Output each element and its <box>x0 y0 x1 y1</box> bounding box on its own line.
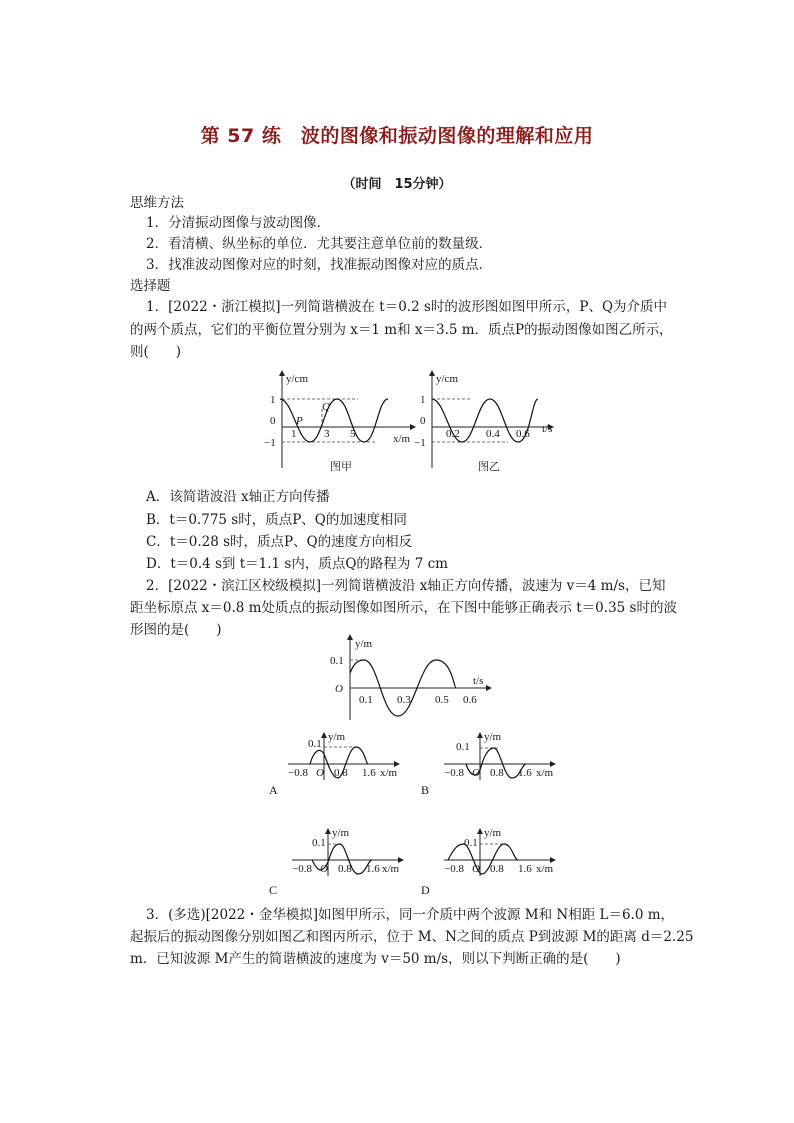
q2-option-a-graph <box>284 730 404 782</box>
opt-c-xlabel: x/m <box>382 863 400 875</box>
opt-d-xtick: 0.8 <box>490 863 504 875</box>
opt-b-origin: O <box>472 767 480 779</box>
opt-a-letter: A <box>269 783 278 797</box>
q2-xtick: 0.5 <box>435 694 449 706</box>
q1-line: 1．[2022・浙江模拟]一列简谐横波在 t＝0.2 s时的波形图如图甲所示，P、Q为介质中 <box>146 299 668 315</box>
method-item: 3．找准波动图像对应的时刻，找准振动图像对应的质点． <box>146 257 493 273</box>
opt-d-xlabel: x/m <box>536 863 554 875</box>
fig-jia-xtick: 1 <box>291 428 297 440</box>
point-p-label: P <box>296 415 303 427</box>
fig-jia-ytick: 0 <box>270 415 276 427</box>
opt-a-xtick: 1.6 <box>362 767 376 779</box>
fig-jia-xlabel: x/m <box>393 433 411 445</box>
method-item: 1．分清振动图像与波动图像． <box>146 215 331 231</box>
fig-jia-ylabel: y/cm <box>286 373 308 385</box>
q2-origin: O <box>335 683 343 695</box>
fig-jia-ytick: 1 <box>270 394 276 406</box>
opt-c-ytick: 0.1 <box>312 837 326 849</box>
q2-xtick: 0.3 <box>397 694 411 706</box>
opt-b-letter: B <box>421 783 430 797</box>
q2-line: 距坐标原点 x＝0.8 m处质点的振动图像如图所示，在下图中能够正确表示 t＝0.35 s时的波 <box>130 600 677 616</box>
point-q-label: Q <box>322 401 330 413</box>
q2-xtick: 0.6 <box>463 694 477 706</box>
method-item: 2．看清横、纵坐标的单位．尤其要注意单位前的数量级． <box>146 236 493 252</box>
page-title: 第 57 练 波的图像和振动图像的理解和应用 <box>200 125 594 147</box>
q2-xtick: 0.1 <box>359 694 373 706</box>
q1-option-d: D．t＝0.4 s到 t＝1.1 s内，质点Q的路程为 7 cm <box>146 556 448 572</box>
q2-vibration-graph <box>330 632 500 724</box>
q1-option-c: C．t＝0.28 s时，质点P、Q的速度方向相反 <box>146 534 413 550</box>
opt-c-letter: C <box>269 883 278 897</box>
opt-c-ylabel: y/m <box>332 827 350 839</box>
opt-d-ylabel: y/m <box>484 827 502 839</box>
opt-c-xtick: 1.6 <box>366 863 380 875</box>
opt-d-xtick: −0.8 <box>444 863 464 875</box>
fig-yi-ytick: −1 <box>414 437 426 449</box>
opt-c-origin: O <box>320 863 328 875</box>
opt-a-xtick: −0.8 <box>288 767 308 779</box>
opt-b-xlabel: x/m <box>536 767 554 779</box>
q2-ylabel: y/m <box>355 638 373 650</box>
opt-b-xtick: 1.6 <box>518 767 532 779</box>
q2-ytick: 0.1 <box>330 655 344 667</box>
q3-line: 3．(多选)[2022・金华模拟]如图甲所示，同一介质中两个波源 M和 N相距 L＝6.0 m， <box>146 907 675 923</box>
q2-option-c-graph <box>288 826 408 878</box>
fig-jia-xtick: 3 <box>324 428 330 440</box>
opt-d-xtick: 1.6 <box>518 863 532 875</box>
q3-line: 起振后的振动图像分别如图乙和图丙所示，位于 M、N之间的质点 P到波源 M的距离 d＝2.25 <box>130 929 694 945</box>
fig-yi-xtick: 0.6 <box>516 428 530 440</box>
q1-option-a: A．该简谐波沿 x轴正方向传播 <box>146 489 330 505</box>
q1-line: 的两个质点，它们的平衡位置分别为 x＝1 m和 x＝3.5 m．质点P的振动图像如图乙所示， <box>130 322 673 338</box>
q1-figure-wave <box>262 370 422 475</box>
opt-d-origin: O <box>472 863 480 875</box>
opt-c-xtick: −0.8 <box>292 863 312 875</box>
opt-b-ylabel: y/m <box>484 731 502 743</box>
q1-figure-vibration <box>412 370 562 475</box>
section-heading: 选择题 <box>130 278 171 294</box>
q1-line: 则( ) <box>130 344 182 360</box>
fig-yi-xtick: 0.4 <box>486 428 500 440</box>
opt-d-letter: D <box>421 883 430 897</box>
fig-yi-xlabel: t/s <box>542 423 553 435</box>
opt-b-xtick: 0.8 <box>490 767 504 779</box>
q2-option-b-graph <box>440 730 560 782</box>
fig-jia-caption: 图甲 <box>330 461 352 473</box>
opt-b-ytick: 0.1 <box>456 741 470 753</box>
time-limit: （时间 15分钟） <box>342 177 452 192</box>
opt-a-xlabel: x/m <box>380 767 398 779</box>
q2-line: 2．[2022・滨江区校级模拟]一列简谐横波沿 x轴正方向传播，波速为 v＝4 m/s，已知 <box>146 578 666 594</box>
q1-option-b: B．t＝0.775 s时，质点P、Q的加速度相同 <box>146 512 407 528</box>
fig-yi-ytick: 0 <box>420 415 426 427</box>
fig-jia-ytick: −1 <box>264 437 276 449</box>
fig-jia-xtick: 5 <box>350 428 356 440</box>
q2-line: 形图的是( ) <box>130 622 222 638</box>
q3-line: m．已知波源 M产生的简谐横波的速度为 v＝50 m/s，则以下判断正确的是( ) <box>130 951 621 967</box>
fig-yi-ylabel: y/cm <box>436 373 458 385</box>
fig-yi-caption: 图乙 <box>478 461 500 473</box>
opt-a-ytick: 0.1 <box>308 738 322 750</box>
opt-c-xtick: 0.8 <box>338 863 352 875</box>
fig-yi-xtick: 0.2 <box>446 428 460 440</box>
opt-a-xtick: 0.8 <box>334 767 348 779</box>
opt-a-origin: O <box>316 767 324 779</box>
opt-d-ytick: 0.1 <box>464 837 478 849</box>
method-heading: 思维方法 <box>130 195 184 211</box>
opt-a-ylabel: y/m <box>328 731 346 743</box>
q2-option-d-graph <box>440 826 560 878</box>
fig-yi-ytick: 1 <box>420 394 426 406</box>
q2-xlabel: t/s <box>473 675 484 687</box>
opt-b-xtick: −0.8 <box>444 767 464 779</box>
